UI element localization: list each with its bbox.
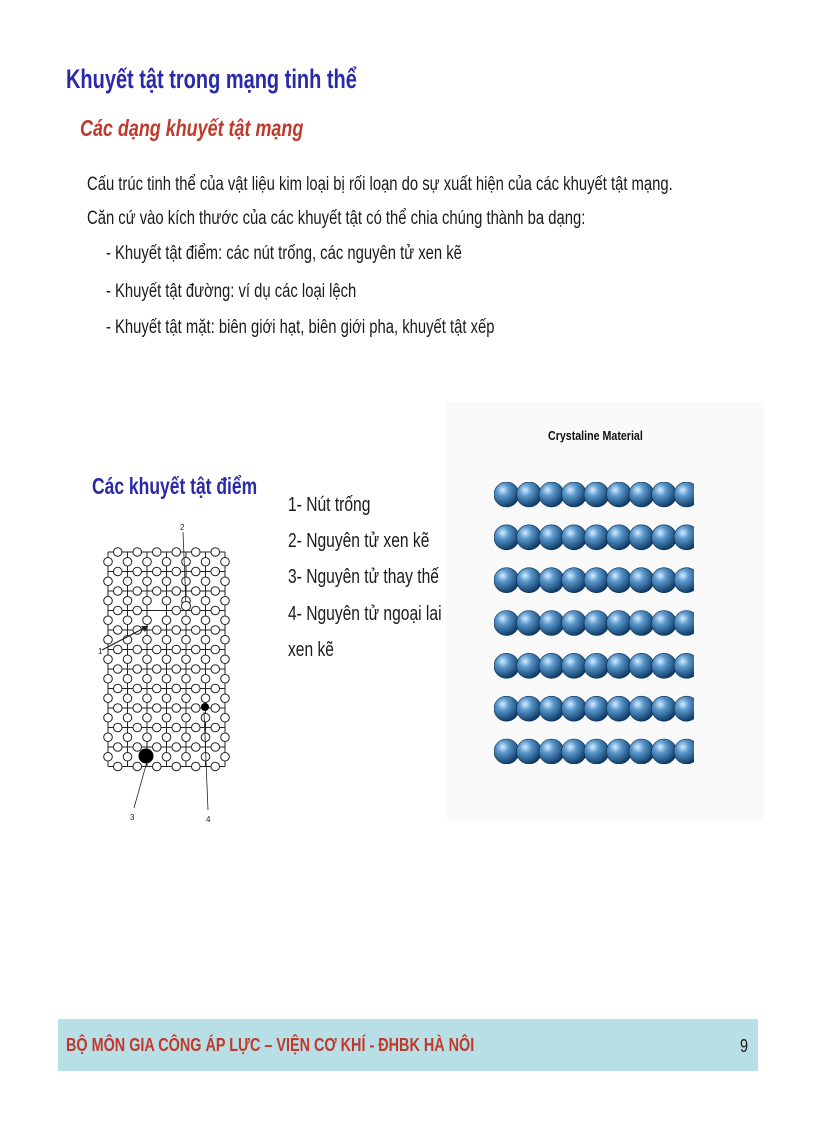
lattice-atom <box>133 587 142 596</box>
lattice-atom <box>133 704 142 713</box>
lattice-atom <box>221 674 230 683</box>
defect-item-interstitial: 2- Nguyên tử xen kẽ <box>288 530 430 552</box>
crystal-sphere <box>539 568 564 593</box>
lattice-atom <box>182 713 191 722</box>
lattice-atom <box>162 557 171 566</box>
crystal-sphere <box>494 525 519 550</box>
lattice-atom <box>123 616 132 625</box>
lattice-atom <box>133 723 142 732</box>
crystal-sphere <box>629 653 654 678</box>
crystal-sphere <box>584 653 609 678</box>
section-title: Các dạng khuyết tật mạng <box>80 115 304 141</box>
crystal-sphere <box>562 482 587 507</box>
crystal-sphere <box>652 482 677 507</box>
substitutional-atom <box>139 749 154 764</box>
crystal-sphere <box>494 739 519 764</box>
lattice-atom <box>172 626 181 635</box>
lattice-atom <box>211 704 220 713</box>
lattice-atom <box>133 743 142 752</box>
crystal-sphere <box>584 568 609 593</box>
crystal-sphere <box>674 482 694 507</box>
lattice-atom <box>211 548 220 557</box>
crystal-sphere <box>494 653 519 678</box>
lattice-atom <box>123 752 132 761</box>
lattice-atom <box>104 655 113 664</box>
lattice-atom <box>172 567 181 576</box>
lattice-atom <box>172 743 181 752</box>
crystal-sphere <box>584 525 609 550</box>
diagram-label-2: 2 <box>180 523 185 532</box>
lattice-atom <box>152 684 161 693</box>
diagram-label-3: 3 <box>130 813 135 822</box>
lattice-atom <box>191 762 200 771</box>
lattice-atom <box>191 606 200 615</box>
crystal-sphere <box>539 525 564 550</box>
lattice-atom <box>152 548 161 557</box>
lattice-atom <box>221 713 230 722</box>
lattice-atom <box>113 567 122 576</box>
crystal-sphere <box>494 568 519 593</box>
crystal-sphere <box>517 568 542 593</box>
lattice-atom <box>123 577 132 586</box>
crystal-sphere <box>584 739 609 764</box>
lattice-atom <box>191 723 200 732</box>
lattice-atom <box>113 723 122 732</box>
lattice-atom <box>201 557 210 566</box>
crystal-sphere <box>539 739 564 764</box>
lattice-atom <box>201 713 210 722</box>
lattice-atom <box>104 635 113 644</box>
crystal-sphere <box>629 696 654 721</box>
lattice-atom <box>221 596 230 605</box>
lattice-atom <box>152 762 161 771</box>
lattice-atom <box>172 723 181 732</box>
lattice-atom <box>113 626 122 635</box>
lattice-atom <box>113 548 122 557</box>
lattice-atom <box>162 713 171 722</box>
lattice-atom <box>162 733 171 742</box>
lattice-atom <box>162 655 171 664</box>
lattice-atom <box>162 635 171 644</box>
crystal-sphere <box>674 653 694 678</box>
crystal-sphere <box>607 482 632 507</box>
lattice-atom <box>104 752 113 761</box>
crystal-sphere <box>674 696 694 721</box>
crystal-sphere <box>652 696 677 721</box>
crystal-sphere <box>674 568 694 593</box>
defect-item-foreign-interstitial-cont: xen kẽ <box>288 639 334 661</box>
bullet-point-defects: - Khuyết tật điểm: các nút trống, các nguyên tử xen kẽ <box>106 243 462 264</box>
lattice-atom <box>182 635 191 644</box>
lattice-atom <box>104 557 113 566</box>
lattice-atom <box>123 557 132 566</box>
lattice-atom <box>113 684 122 693</box>
lattice-atom <box>221 752 230 761</box>
crystal-sphere <box>539 611 564 636</box>
lattice-atom <box>143 616 152 625</box>
lattice-atom <box>113 606 122 615</box>
lattice-atom <box>211 587 220 596</box>
lattice-atom <box>221 557 230 566</box>
lattice-atom <box>211 567 220 576</box>
lattice-atom <box>123 694 132 703</box>
paragraph-line-1: Cấu trúc tinh thể của vật liệu kim loại bị rối loạn do sự xuất hiện của các khuyết tật mạng. <box>87 174 673 195</box>
point-defects-title: Các khuyết tật điểm <box>92 473 258 499</box>
lattice-atom <box>211 665 220 674</box>
lattice-atom <box>143 557 152 566</box>
crystal-sphere <box>517 696 542 721</box>
lattice-atom <box>123 713 132 722</box>
crystal-material-label: Crystaline Material <box>548 428 643 443</box>
crystal-sphere <box>584 482 609 507</box>
crystal-sphere <box>539 653 564 678</box>
lattice-atom <box>172 587 181 596</box>
lattice-atom <box>182 674 191 683</box>
lattice-atom <box>221 616 230 625</box>
lattice-atom <box>172 645 181 654</box>
crystal-sphere <box>629 739 654 764</box>
crystal-sphere <box>562 696 587 721</box>
defect-item-substitutional: 3- Nguyên tử thay thế <box>288 566 439 588</box>
crystal-sphere <box>607 696 632 721</box>
lattice-atom <box>211 606 220 615</box>
lattice-atom <box>133 684 142 693</box>
bullet-surface-defects: - Khuyết tật mặt: biên giới hạt, biên giới pha, khuyết tật xếp <box>106 317 495 338</box>
lattice-atom <box>211 645 220 654</box>
crystal-sphere <box>562 739 587 764</box>
lattice-atom <box>123 596 132 605</box>
lattice-atom <box>201 694 210 703</box>
lattice-atom <box>143 694 152 703</box>
crystal-sphere <box>517 653 542 678</box>
lattice-atom <box>201 616 210 625</box>
crystal-sphere <box>584 611 609 636</box>
crystal-sphere <box>629 568 654 593</box>
defect-item-vacancy: 1- Nút trống <box>288 494 371 516</box>
lattice-atom <box>133 548 142 557</box>
point-defect-lattice-diagram <box>96 518 246 830</box>
lattice-atom <box>201 635 210 644</box>
crystal-sphere <box>607 653 632 678</box>
lattice-atom <box>143 655 152 664</box>
lattice-atom <box>113 704 122 713</box>
lattice-atom <box>211 762 220 771</box>
lattice-atom <box>143 713 152 722</box>
crystal-sphere <box>674 525 694 550</box>
lattice-atom <box>201 596 210 605</box>
diagram-label-4: 4 <box>206 815 211 824</box>
crystal-sphere <box>607 739 632 764</box>
page-number: 9 <box>740 1036 749 1056</box>
lattice-atom <box>191 567 200 576</box>
lattice-atom <box>152 665 161 674</box>
lattice-atom <box>182 733 191 742</box>
interstitial-atom <box>182 602 191 611</box>
lattice-atom <box>182 557 191 566</box>
crystal-sphere <box>517 525 542 550</box>
crystal-sphere <box>517 482 542 507</box>
lattice-atom <box>211 684 220 693</box>
lattice-atom <box>221 635 230 644</box>
crystal-sphere <box>629 611 654 636</box>
lattice-atom <box>133 665 142 674</box>
lattice-atom <box>152 723 161 732</box>
lattice-atom <box>143 596 152 605</box>
footer-department: BỘ MÔN GIA CÔNG ÁP LỰC – VIỆN CƠ KHÍ - ĐHBK HÀ NÔI <box>66 1035 475 1055</box>
lattice-atom <box>191 645 200 654</box>
lattice-atom <box>162 596 171 605</box>
crystal-sphere <box>652 653 677 678</box>
crystal-sphere <box>562 568 587 593</box>
lattice-atom <box>123 733 132 742</box>
lattice-atom <box>172 606 181 615</box>
lattice-atom <box>113 645 122 654</box>
lattice-atom <box>143 577 152 586</box>
lattice-atom <box>152 587 161 596</box>
diagram-label-1: 1 <box>98 647 103 656</box>
crystal-sphere <box>674 611 694 636</box>
lattice-atom <box>172 548 181 557</box>
lattice-atom <box>152 743 161 752</box>
lattice-atom <box>162 752 171 761</box>
lattice-atom <box>182 655 191 664</box>
crystal-sphere <box>629 482 654 507</box>
lattice-atom <box>182 616 191 625</box>
crystal-sphere <box>607 568 632 593</box>
crystal-sphere <box>652 525 677 550</box>
paragraph-line-2: Căn cứ vào kích thước của các khuyết tật có thể chia chúng thành ba dạng: <box>87 208 586 229</box>
crystal-sphere <box>494 611 519 636</box>
defect-item-foreign-interstitial: 4- Nguyên tử ngoại lai <box>288 603 442 625</box>
crystal-sphere <box>652 568 677 593</box>
lattice-atom <box>162 694 171 703</box>
lattice-atom <box>143 733 152 742</box>
crystal-sphere <box>652 611 677 636</box>
crystal-sphere <box>562 653 587 678</box>
lattice-atom <box>143 674 152 683</box>
lattice-atom <box>211 723 220 732</box>
lattice-atom <box>133 606 142 615</box>
crystal-sphere <box>539 696 564 721</box>
lattice-atom <box>104 694 113 703</box>
lattice-atom <box>221 577 230 586</box>
lattice-atom <box>221 733 230 742</box>
lattice-atom <box>113 665 122 674</box>
lattice-atom <box>191 743 200 752</box>
lattice-atom <box>172 762 181 771</box>
lattice-atom <box>182 752 191 761</box>
lattice-atom <box>133 762 142 771</box>
lattice-atom <box>201 674 210 683</box>
crystal-sphere <box>652 739 677 764</box>
lattice-atom <box>191 704 200 713</box>
lattice-atom <box>221 694 230 703</box>
lattice-atom <box>104 577 113 586</box>
crystal-sphere <box>584 696 609 721</box>
lattice-atom <box>113 743 122 752</box>
bullet-line-defects: - Khuyết tật đường: ví dụ các loại lệch <box>106 281 357 302</box>
lattice-atom <box>191 587 200 596</box>
crystal-sphere <box>674 739 694 764</box>
crystal-sphere <box>562 611 587 636</box>
crystal-sphere <box>494 482 519 507</box>
lattice-atom <box>162 577 171 586</box>
lattice-atom <box>221 655 230 664</box>
lattice-atom <box>104 596 113 605</box>
lattice-atom <box>191 684 200 693</box>
lattice-atom <box>113 587 122 596</box>
lattice-atom <box>211 743 220 752</box>
lattice-atom <box>152 626 161 635</box>
lattice-atom <box>162 616 171 625</box>
crystal-sphere <box>517 611 542 636</box>
lattice-atom <box>123 655 132 664</box>
slide-title: Khuyết tật trong mạng tinh thể <box>66 64 357 94</box>
crystal-sphere <box>629 525 654 550</box>
crystal-sphere <box>607 525 632 550</box>
lattice-atom <box>113 762 122 771</box>
foreign-interstitial-atom <box>201 703 209 711</box>
lattice-atom <box>162 674 171 683</box>
lattice-atom <box>201 577 210 586</box>
lattice-atom <box>104 733 113 742</box>
crystal-sphere <box>539 482 564 507</box>
lattice-atom <box>191 665 200 674</box>
lattice-atom <box>104 674 113 683</box>
lattice-atom <box>191 626 200 635</box>
lattice-atom <box>172 684 181 693</box>
crystal-spheres-figure <box>494 482 694 764</box>
crystal-sphere <box>562 525 587 550</box>
lattice-atom <box>104 713 113 722</box>
crystal-sphere <box>494 696 519 721</box>
lattice-atom <box>172 704 181 713</box>
lattice-atom <box>152 567 161 576</box>
lattice-atom <box>201 655 210 664</box>
lattice-atom <box>182 694 191 703</box>
lattice-atom <box>152 645 161 654</box>
lattice-atom <box>172 665 181 674</box>
lattice-atom <box>152 704 161 713</box>
lattice-atom <box>143 635 152 644</box>
lattice-atom <box>182 577 191 586</box>
lattice-atom <box>123 674 132 683</box>
lattice-atom <box>104 616 113 625</box>
lattice-atom <box>191 548 200 557</box>
crystal-sphere <box>517 739 542 764</box>
crystal-sphere <box>607 611 632 636</box>
lattice-atom <box>133 567 142 576</box>
lattice-atom <box>211 626 220 635</box>
lattice-atoms <box>104 548 230 771</box>
lattice-atom <box>133 645 142 654</box>
